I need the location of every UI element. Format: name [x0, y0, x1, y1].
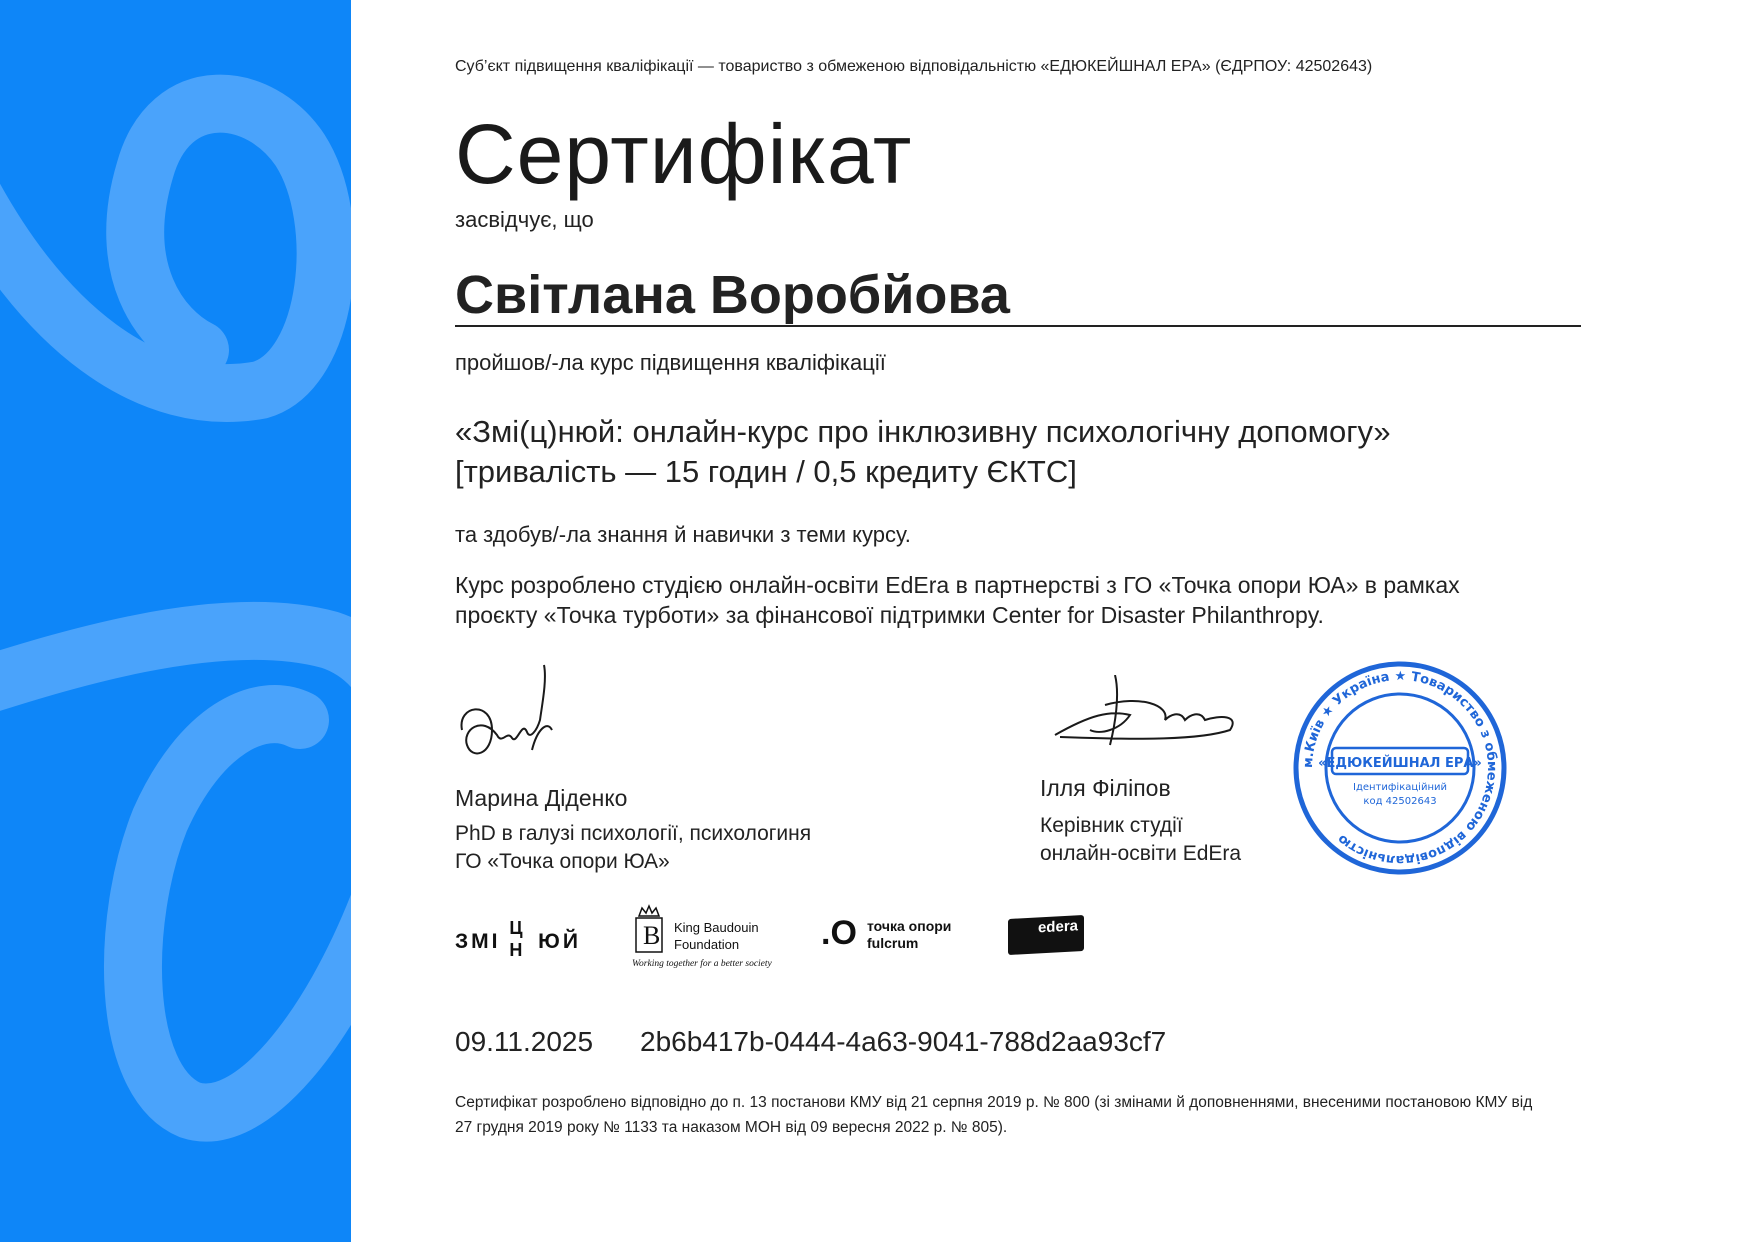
edera-logo-label: edera — [1037, 917, 1078, 937]
fulcrum-mark: .O — [821, 914, 857, 952]
legal-note: Сертифікат розроблено відповідно до п. 13 постанови КМУ від 21 серпня 2019 р. № 800 (зі змінами й доповненнями, внесеними постановою КМУ від 27 грудня 2019 року № 1133 та наказом МОН від 09 вересня 2022 р. № 805). — [455, 1094, 1533, 1136]
zminyui-logo-bottom: Н — [509, 940, 526, 961]
signatory-name: Ілля Філіпов — [1040, 775, 1171, 801]
issuer-line: Суб’єкт підвищення кваліфікації — товариство з обмеженою відповідальністю «ЕДЮКЕЙШНАЛ ЕРА» (ЄДРПОУ: 42502643) — [455, 58, 1373, 75]
acquired-label: та здобув/-ла знання й навички з теми курсу. — [455, 522, 911, 547]
zminyui-logo — [455, 918, 581, 961]
kbf-line1: King Baudouin — [674, 920, 759, 935]
course-description: Курс розроблено студією онлайн-освіти EdEra в партнерстві з ГО «Точка опори ЮА» в рамках проєкту «Точка турботи» за фінансової підтримки Center for Disaster Philanthropy. — [455, 572, 1460, 628]
completed-label: пройшов/-ла курс підвищення кваліфікації — [455, 350, 886, 375]
side-decor-curves — [0, 0, 351, 1242]
stamp-center-code: код 42502643 — [1363, 796, 1437, 807]
certifies-label: засвідчує, що — [455, 207, 594, 232]
signatory-name: Марина Діденко — [455, 785, 628, 811]
course-block — [455, 412, 1575, 492]
certificate-title: Сертифікат — [455, 107, 913, 201]
stamp-center-title: «ЕДЮКЕЙШНАЛ ЕРА» — [1318, 756, 1482, 771]
signatory-role-line: Керівник студії — [1040, 814, 1183, 837]
edera-logo — [1008, 915, 1084, 955]
zminyui-logo-right: ЮЙ — [538, 930, 581, 953]
kbf-tagline: Working together for a better society — [632, 959, 772, 969]
stamp-center-line: Ідентифікаційний — [1353, 782, 1447, 793]
stamp-outer-text: м.Київ ★ Україна ★ Товариство з обмеженою відповідальністю — [1300, 668, 1500, 868]
signatory-role — [455, 820, 811, 876]
zminyui-logo-top: Ц — [509, 918, 526, 939]
signatory-role-line: PhD в галузі психології, психологиня — [455, 822, 812, 845]
fulcrum-line1: точка опори — [867, 918, 952, 934]
recipient-name: Світлана Воробйова — [455, 265, 1010, 325]
course-name: «Змі(ц)нюй: онлайн-курс про інклюзивну психологічну допомогу» — [455, 414, 1391, 449]
kbf-logo — [632, 904, 782, 974]
certificate-id: 2b6b417b-0444-4a63-9041-788d2aa93cf7 — [640, 1026, 1167, 1057]
name-underline — [455, 325, 1581, 327]
course-duration: [тривалість — 15 годин / 0,5 кредиту ЄКТС] — [455, 454, 1077, 489]
side-decor-band — [0, 0, 351, 1242]
zminyui-logo-left: ЗМІ — [455, 930, 501, 953]
fulcrum-logo — [821, 914, 971, 958]
fulcrum-line2: fulcrum — [867, 935, 919, 951]
company-stamp — [1292, 660, 1508, 876]
issue-date: 09.11.2025 — [455, 1026, 594, 1057]
signatory-role — [1040, 812, 1241, 868]
signature-didenko — [452, 660, 562, 780]
signatory-role-line: ГО «Точка опори ЮА» — [455, 850, 670, 873]
signature-filipov — [1050, 675, 1250, 755]
signatory-role-line: онлайн-освіти EdEra — [1040, 842, 1242, 865]
kbf-line2: Foundation — [674, 937, 740, 952]
partner-logos — [455, 910, 1095, 980]
kbf-letter: B — [643, 921, 661, 950]
